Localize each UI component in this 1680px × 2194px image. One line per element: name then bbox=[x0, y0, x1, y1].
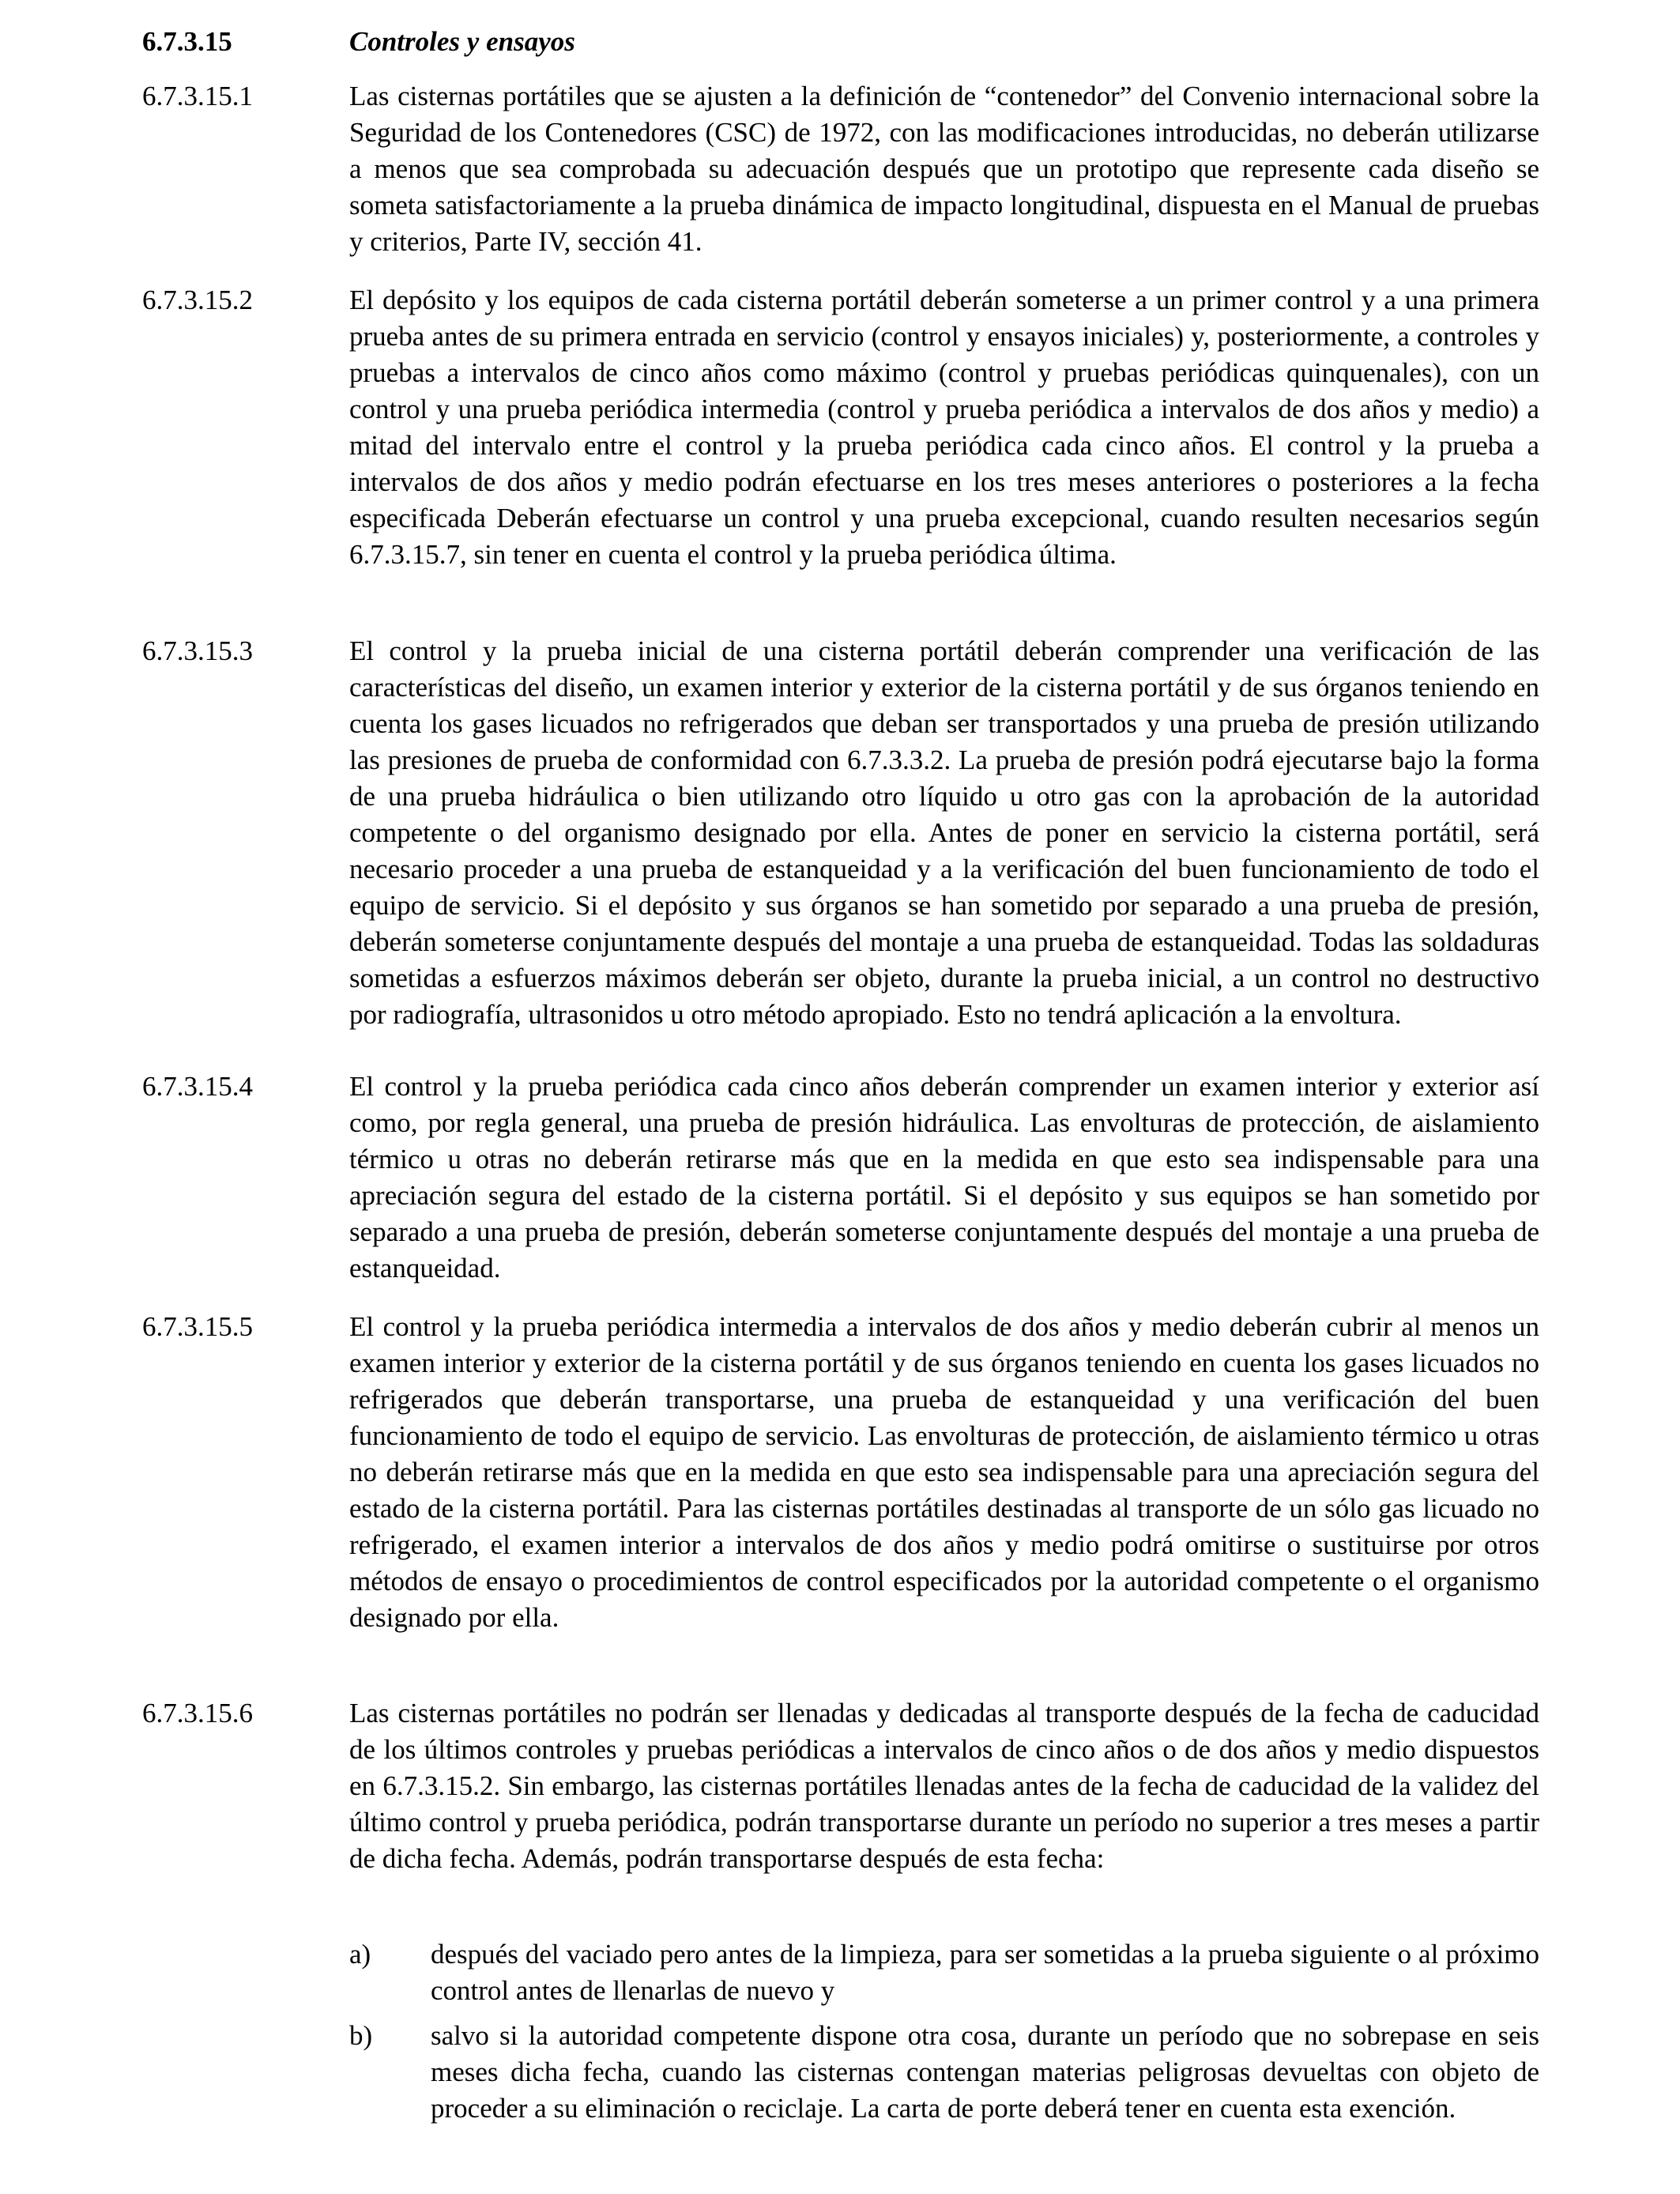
paragraph-text: El control y la prueba periódica cada cinco años deberán comprender un examen interior y exterior así como, por regla general, una prueba de presión hidráulica. Las envolturas de protección, de aislamiento térmico u otras no deberán retirarse más que en la medida en que esto sea indispensable para una apreciación segura del estado de la cisterna portátil. Si el depósito y sus equipos se han sometido por separado a una prueba de presión, deberán someterse conjuntamente después del montaje a una prueba de estanqueidad. bbox=[349, 1071, 1539, 1284]
paragraph-text: Las cisternas portátiles no podrán ser llenadas y dedicadas al transporte después de la fecha de caducidad de los últimos controles y pruebas periódicas a intervalos de cinco años o de dos años y medio dispuestos en 6.7.3.15.2. Sin embargo, las cisternas portátiles llenadas antes de la fecha de caducidad de la validez del último control y prueba periódica, podrán transportarse durante un período no superior a tres meses a partir de dicha fecha. Además, podrán transportarse después de esta fecha: bbox=[349, 1698, 1539, 1874]
section-number: 6.7.3.15 bbox=[142, 26, 232, 57]
list-item-text: salvo si la autoridad competente dispone otra cosa, durante un período que no sobrepase en seis meses dicha fecha, cuando las cisternas contengan materias peligrosas devueltas con objeto de proceder a su eliminación o reciclaje. La carta de porte deberá tener en cuenta esta exención. bbox=[431, 2020, 1539, 2124]
paragraph-text: El control y la prueba inicial de una cisterna portátil deberán comprender una verificación de las características del diseño, un examen interior y exterior de la cisterna portátil y de sus órganos teniendo en cuenta los gases licuados no refrigerados que deban ser transportados y una prueba de presión utilizando las presiones de prueba de conformidad con 6.7.3.3.2. La prueba de presión podrá ejecutarse bajo la forma de una prueba hidráulica o bien utilizando otro líquido u otro gas con la aprobación de la autoridad competente o del organismo designado por ella. Antes de poner en servicio la cisterna portátil, será necesario proceder a una prueba de estanqueidad y a la verificación del buen funcionamiento de todo el equipo de servicio. Si el depósito y sus órganos se han sometido por separado a una prueba de presión, deberán someterse conjuntamente después del montaje a una prueba de estanqueidad. Todas las soldaduras sometidas a esfuerzos máximos deberán ser objeto, durante la prueba inicial, a un control no destructivo por radiografía, ultrasonidos u otro método apropiado. Esto no tendrá aplicación a la envoltura. bbox=[349, 635, 1539, 1030]
paragraph-number: 6.7.3.15.4 bbox=[142, 1071, 253, 1102]
list-item-text: después del vaciado pero antes de la limpieza, para ser sometidas a la prueba siguiente o al próximo control antes de llenarlas de nuevo y bbox=[431, 1939, 1539, 2006]
paragraph-text: Las cisternas portátiles que se ajusten a la definición de “contenedor” del Convenio internacional sobre la Seguridad de los Contenedores (CSC) de 1972, con las modificaciones introducidas, no deberán utilizarse a menos que sea comprobada su adecuación después que un prototipo que represente cada diseño se someta satisfactoriamente a la prueba dinámica de impacto longitudinal, dispuesta en el Manual de pruebas y criterios, Parte IV, sección 41. bbox=[349, 81, 1539, 257]
paragraph-6-7-3-15-6 bbox=[142, 1695, 1539, 1877]
list-item-label: a) bbox=[349, 1939, 371, 1970]
paragraph-text: El control y la prueba periódica intermedia a intervalos de dos años y medio deberán cubrir al menos un examen interior y exterior de la cisterna portátil y de sus órganos teniendo en cuenta los gases licuados no refrigerados que deberán transportarse, una prueba de estanqueidad y una verificación del buen funcionamiento de todo el equipo de servicio. Las envolturas de protección, de aislamiento térmico u otras no deberán retirarse más que en la medida en que esto sea indispensable para una apreciación segura del estado de la cisterna portátil. Para las cisternas portátiles destinadas al transporte de un sólo gas licuado no refrigerado, el examen interior a intervalos de dos años y medio podrá omitirse o sustituirse por otros métodos de ensayo o procedimientos de control especificados por la autoridad competente o el organismo designado por ella. bbox=[349, 1311, 1539, 1633]
list-item-a bbox=[349, 1936, 1539, 2009]
paragraph-6-7-3-15-1 bbox=[142, 78, 1539, 260]
paragraph-number: 6.7.3.15.1 bbox=[142, 81, 253, 111]
section-title: Controles y ensayos bbox=[349, 26, 575, 57]
paragraph-6-7-3-15-2 bbox=[142, 282, 1539, 573]
paragraph-number: 6.7.3.15.2 bbox=[142, 285, 253, 315]
paragraph-number: 6.7.3.15.6 bbox=[142, 1698, 253, 1728]
paragraph-text: El depósito y los equipos de cada cisterna portátil deberán someterse a un primer control y a una primera prueba antes de su primera entrada en servicio (control y ensayos iniciales) y, posteriormente, a controles y pruebas a intervalos de cinco años como máximo (control y pruebas periódicas quinquenales), con un control y una prueba periódica intermedia (control y prueba periódica a intervalos de dos años y medio) a mitad del intervalo entre el control y la prueba periódica cada cinco años. El control y la prueba a intervalos de dos años y medio podrán efectuarse en los tres meses anteriores o posteriores a la fecha especificada Deberán efectuarse un control y una prueba excepcional, cuando resulten necesarios según 6.7.3.15.7, sin tener en cuenta el control y la prueba periódica última. bbox=[349, 285, 1539, 570]
paragraph-number: 6.7.3.15.5 bbox=[142, 1311, 253, 1342]
paragraph-6-7-3-15-5 bbox=[142, 1309, 1539, 1636]
list-item-label: b) bbox=[349, 2020, 373, 2051]
paragraph-number: 6.7.3.15.3 bbox=[142, 635, 253, 666]
paragraph-6-7-3-15-4 bbox=[142, 1069, 1539, 1287]
paragraph-6-7-3-15-3 bbox=[142, 633, 1539, 1033]
list-item-b bbox=[349, 2018, 1539, 2127]
